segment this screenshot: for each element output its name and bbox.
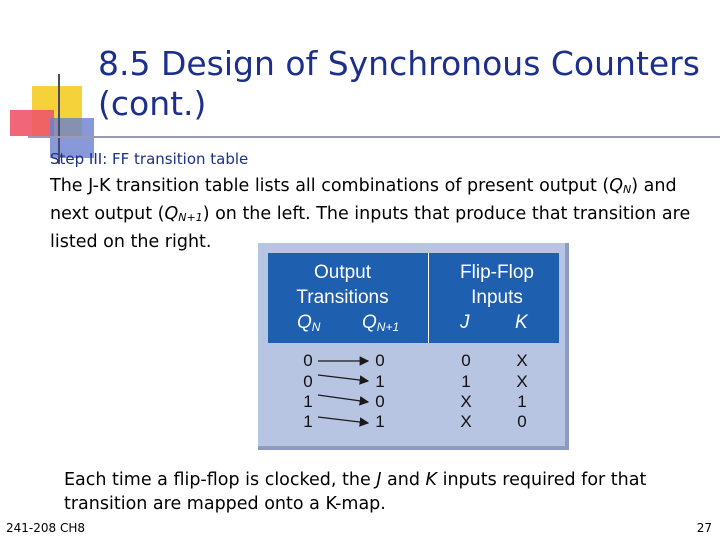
cell-j: 0	[461, 351, 471, 370]
arrow-row-4	[318, 417, 368, 423]
cell-j: X	[460, 392, 472, 411]
header-inputs: Inputs	[471, 287, 523, 308]
cell-qn: 1	[303, 412, 313, 431]
arrow-row-3	[318, 395, 368, 402]
course-code: 241-208 CH8	[6, 521, 85, 535]
cell-qn1: 1	[375, 372, 385, 391]
footer-paragraph: Each time a flip-flop is clocked, the J and K inputs required for that transition are mapped onto a K-map.	[64, 470, 647, 514]
col-header-qn: QN	[297, 312, 321, 334]
cell-j: 1	[461, 372, 471, 391]
header-output: Output	[313, 262, 372, 283]
arrow-row-2	[318, 375, 368, 381]
col-header-j: J	[460, 312, 470, 333]
cell-k: X	[516, 372, 528, 391]
body-paragraph: The J-K transition table lists all combinations of present output (QN) and next output (QN+1) on the left. The inputs that produce that transition are listed on the right.	[50, 176, 691, 252]
col-header-k: K	[515, 312, 528, 333]
cell-k: 1	[517, 392, 527, 411]
col-header-qn1: QN+1	[362, 312, 400, 334]
cell-qn1: 1	[375, 412, 385, 431]
cell-k: X	[516, 351, 528, 370]
header-flip-flop: Flip-Flop	[460, 262, 534, 283]
cell-qn: 0	[303, 372, 313, 391]
page-number: 27	[696, 521, 712, 535]
cell-j: X	[460, 412, 472, 431]
header-transitions: Transitions	[296, 287, 389, 308]
cell-qn1: 0	[375, 351, 385, 370]
cell-qn1: 0	[375, 392, 385, 411]
step-heading: Step III: FF transition table	[50, 150, 249, 168]
cell-qn: 1	[303, 392, 313, 411]
slide-title: 8.5 Design of Synchronous Counters (cont.)	[98, 44, 700, 123]
cell-k: 0	[517, 412, 527, 431]
cell-qn: 0	[303, 351, 313, 370]
